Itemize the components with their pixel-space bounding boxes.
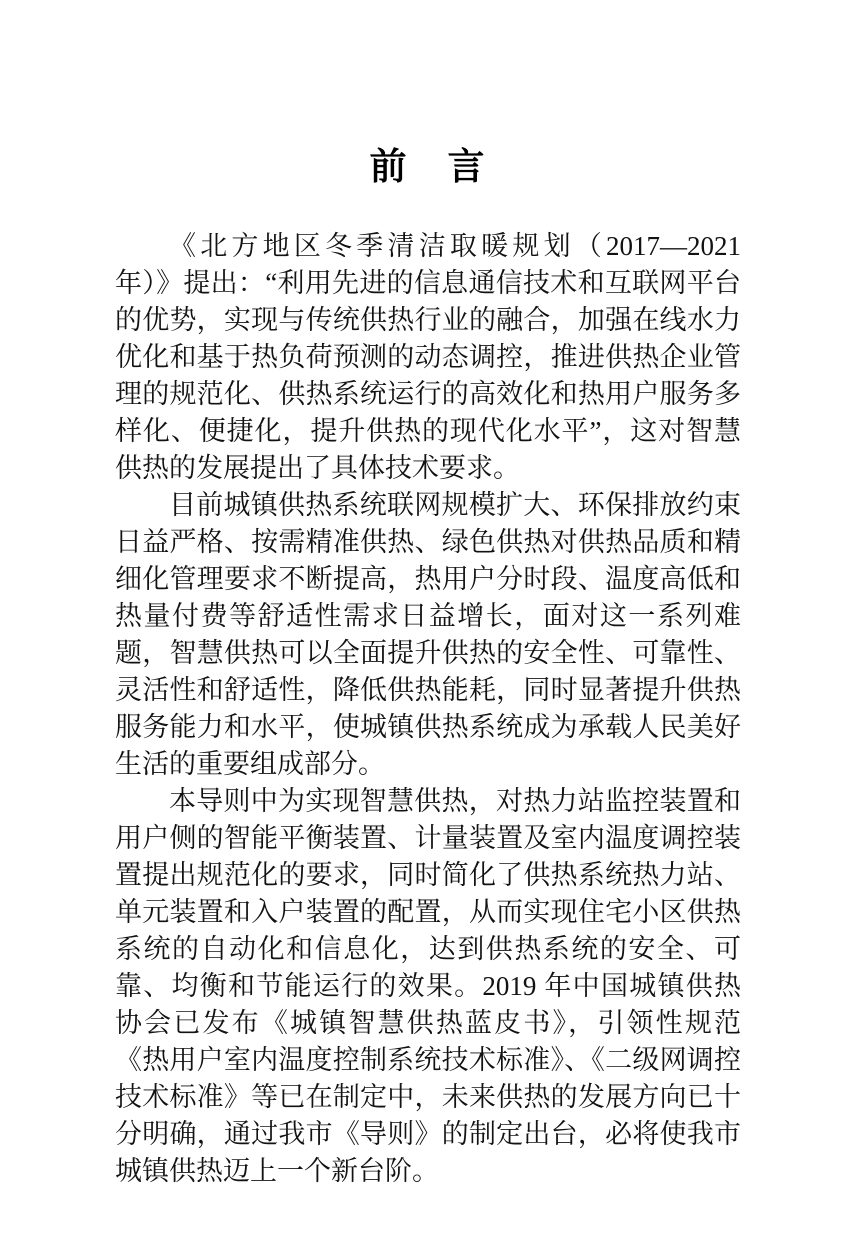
paragraph-1: 《北方地区冬季清洁取暖规划（2017—2021 年）》提出：“利用先进的信息通信技术和互联网平台的优势，实现与传统供热行业的融合，加强在线水力优化和基于热负荷预测的动态调控，推进供热企业管理的规范化、供热系统运行的高效化和热用户服务多样化、便捷化，提升供热的现代化水平”，这对智慧供热的发展提出了具体技术要求。 (115, 231, 741, 483)
paragraph-2: 目前城镇供热系统联网规模扩大、环保排放约束日益严格、按需精准供热、绿色供热对供热品质和精细化管理要求不断提高，热用户分时段、温度高低和热量付费等舒适性需求日益增长，面对这一系列难题，智慧供热可以全面提升供热的安全性、可靠性、灵活性和舒适性，降低供热能耗，同时显著提升供热服务能力和水平，使城镇供热系统成为承载人民美好生活的重要组成部分。 (115, 490, 741, 779)
page-title: 前 言 (369, 147, 487, 188)
paragraph-3: 本导则中为实现智慧供热，对热力站监控装置和用户侧的智能平衡装置、计量装置及室内温度调控装置提出规范化的要求，同时简化了供热系统热力站、单元装置和入户装置的配置，从而实现住宅小区供热系统的自动化和信息化，达到供热系统的安全、可靠、均衡和节能运行的效果。2019 年中国城镇供热协会已发布《城镇智慧供热蓝皮书》，引领性规范《热用户室内温度控制系统技术标准》、《二级网调控技术标准》等已在制定中，未来供热的发展方向已十分明确，通过我市《导则》的制定出台，必将使我市城镇供热迈上一个新台阶。 (115, 786, 741, 1186)
